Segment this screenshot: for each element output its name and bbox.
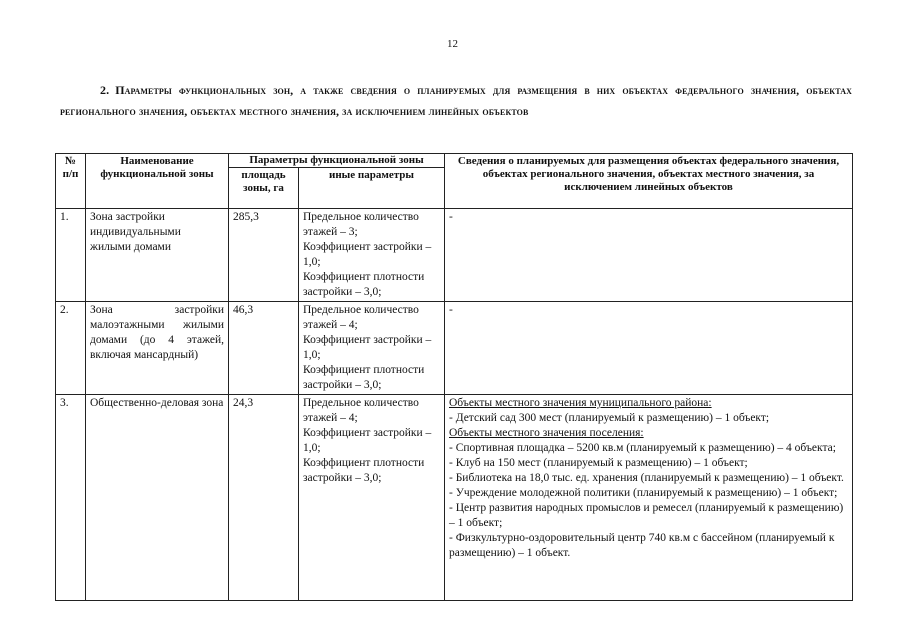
param-floors: Предельное количество этажей – 4;: [303, 397, 419, 424]
row-num: 1.: [56, 209, 86, 302]
row-area: 24,3: [229, 395, 299, 601]
param-density: Коэффициент плотности застройки – 3,0;: [303, 364, 425, 391]
header-info: Сведения о планируемых для размещения объектах федерального значения, объектах регионального значения, объектах местного значения, за исключением линейных объектов: [445, 154, 853, 209]
param-coverage: Коэффициент застройки – 1,0;: [303, 334, 432, 361]
header-params-group: Параметры функциональной зоны: [229, 154, 445, 168]
info-item: - Центр развития народных промыслов и ремесел (планируемый к размещению) – 1 объект;: [449, 502, 844, 529]
info-item: - Детский сад 300 мест (планируемый к размещению) – 1 объект;: [449, 412, 770, 424]
row-zone-name: Зона застройки индивидуальными жилыми домами: [86, 209, 229, 302]
param-density: Коэффициент плотности застройки – 3,0;: [303, 271, 425, 298]
row-area: 46,3: [229, 302, 299, 395]
section-number: 2.: [100, 83, 110, 97]
header-other: иные параметры: [299, 168, 445, 209]
zones-table: [55, 153, 853, 601]
info-item: - Спортивная площадка – 5200 кв.м (планируемый к размещению) – 4 объекта;: [449, 442, 836, 454]
info-item: - Физкультурно-оздоровительный центр 740 кв.м с бассейном (планируемый к размещению) – 1 объект.: [449, 532, 835, 559]
param-coverage: Коэффициент застройки – 1,0;: [303, 241, 432, 268]
header-area: площадь зоны, га: [229, 168, 299, 209]
table-header-row: [56, 154, 853, 168]
table-row: [56, 209, 853, 302]
param-floors: Предельное количество этажей – 4;: [303, 304, 419, 331]
param-coverage: Коэффициент застройки – 1,0;: [303, 427, 432, 454]
header-name: Наименование функциональной зоны: [86, 154, 229, 209]
param-density: Коэффициент плотности застройки – 3,0;: [303, 457, 425, 484]
row-num: 2.: [56, 302, 86, 395]
row-info: [445, 395, 853, 601]
row-info: -: [445, 209, 853, 302]
info-item: - Клуб на 150 мест (планируемый к размещению) – 1 объект;: [449, 457, 748, 469]
info-item: - Учреждение молодежной политики (планируемый к размещению) – 1 объект;: [449, 487, 838, 499]
table-row: [56, 395, 853, 601]
param-floors: Предельное количество этажей – 3;: [303, 211, 419, 238]
header-num: № п/п: [56, 154, 86, 209]
info-group-district: Объекты местного значения муниципального района:: [449, 397, 712, 409]
row-info: -: [445, 302, 853, 395]
page-number: 12: [447, 38, 458, 50]
info-group-settlement: Объекты местного значения поселения:: [449, 427, 644, 439]
row-params: [299, 395, 445, 601]
table-row: [56, 302, 853, 395]
row-params: [299, 302, 445, 395]
section-title: Параметры функциональных зон, а также сведения о планируемых для размещения в них объектах федерального значения, объектах регионального значения, объектах местного значения, за исключением линейных объектов: [60, 83, 852, 118]
info-item: - Библиотека на 18,0 тыс. ед. хранения (планируемый к размещению) – 1 объект.: [449, 472, 844, 484]
row-params: [299, 209, 445, 302]
row-num: 3.: [56, 395, 86, 601]
row-zone-name: Зона застройки малоэтажными жилыми домами (до 4 этажей, включая мансардный): [86, 302, 229, 395]
row-zone-name: Общественно-деловая зона: [86, 395, 229, 601]
row-area: 285,3: [229, 209, 299, 302]
section-heading: [60, 80, 852, 122]
